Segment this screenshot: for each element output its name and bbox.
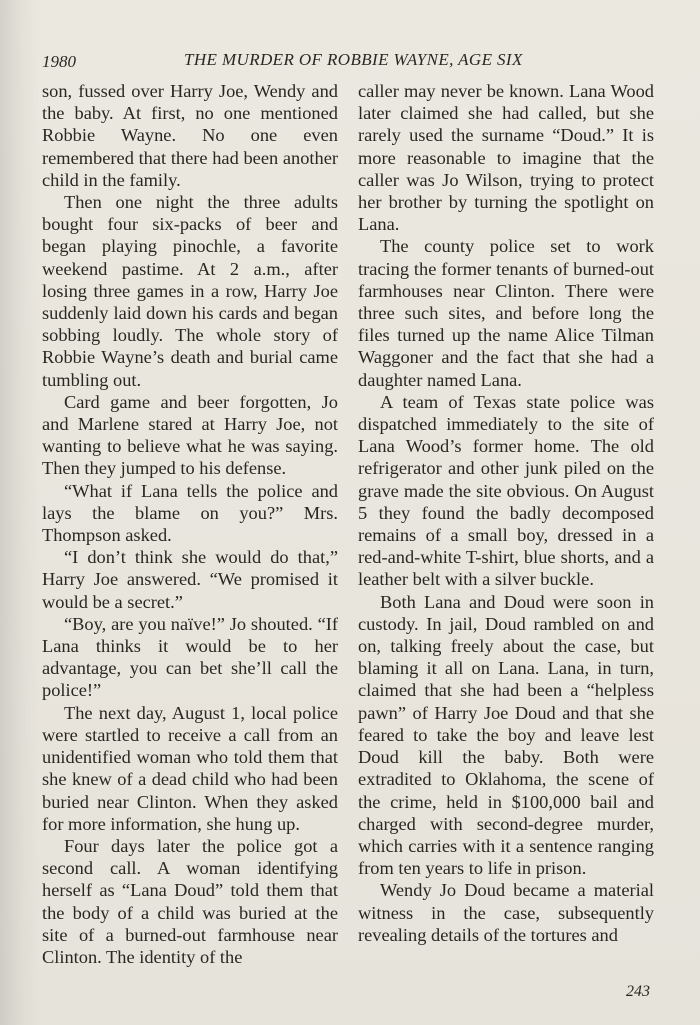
paragraph: A team of Texas state police was dispatched immediately to the site of Lana Wood’s former home. The old refrigerator and other junk piled on the grave made the site obvious. On August 5 they found the badly decomposed remains of a small boy, dressed in a red-and-white T-shirt, blue shorts, and a leather belt with a silver buckle. (358, 391, 654, 590)
right-column (358, 80, 654, 946)
footer-page-number: 243 (626, 983, 650, 1000)
paragraph: Card game and beer forgotten, Jo and Marlene stared at Harry Joe, not wanting to believe what he was saying. Then they jumped to his defense. (42, 391, 338, 479)
running-head: THE MURDER OF ROBBIE WAYNE, AGE SIX (184, 50, 523, 69)
page-header (42, 50, 662, 74)
left-column (42, 80, 338, 968)
paragraph: “I don’t think she would do that,” Harry Joe answered. “We promised it would be a secret.” (42, 547, 338, 612)
paragraph: son, fussed over Harry Joe, Wendy and the baby. At first, no one mentioned Robbie Wayne. No one even remembered that there had been another child in the family. (42, 81, 338, 190)
paragraph: Then one night the three adults bought four six-packs of beer and began playing pinochle, a favorite weekend pastime. At 2 a.m., after losing three games in a row, Harry Joe suddenly laid down his cards and began sobbing loudly. The whole story of Robbie Wayne’s death and burial came tumbling out. (42, 192, 338, 390)
paragraph: “What if Lana tells the police and lays the blame on you?” Mrs. Thompson asked. (42, 480, 338, 546)
paragraph: caller may never be known. Lana Wood later claimed she had called, but she rarely used the surname “Doud.” It is more reasonable to imagine that the caller was Jo Wilson, trying to protect her brother by turning the spotlight on Lana. (358, 81, 654, 235)
paragraph: “Boy, are you naïve!” Jo shouted. “If Lana thinks it would be to her advantage, you can bet she’ll call the police!” (42, 613, 338, 701)
paragraph: The county police set to work tracing the former tenants of burned-out farmhouses near Clinton. There were three such sites, and before long the files turned up the name Alice Tilman Waggoner and the fact that she had a daughter named Lana. (358, 236, 654, 390)
header-page-number: 1980 (42, 52, 76, 71)
paragraph: The next day, August 1, local police were startled to receive a call from an unidentified woman who told them that she knew of a dead child who had been buried near Clinton. When they asked for more information, she hung up. (42, 702, 338, 834)
paragraph: Four days later the police got a second call. A woman identifying herself as “Lana Doud” told them that the body of a child was buried at the site of a burned-out farmhouse near Clinton. The identity of the (42, 835, 338, 967)
paragraph: Both Lana and Doud were soon in custody. In jail, Doud rambled on and on, talking freely about the case, but blaming it all on Lana. Lana, in turn, claimed that she had been a “helpless pawn” of Harry Joe Doud and that she feared to take the boy and leave lest Doud kill the baby. Both were extradited to Oklahoma, the scene of the crime, held in $100,000 bail and charged with second-degree murder, which carries with it a sentence ranging from ten years to life in prison. (358, 591, 654, 879)
paragraph: Wendy Jo Doud became a material witness in the case, subsequently revealing details of the tortures and (358, 880, 654, 945)
